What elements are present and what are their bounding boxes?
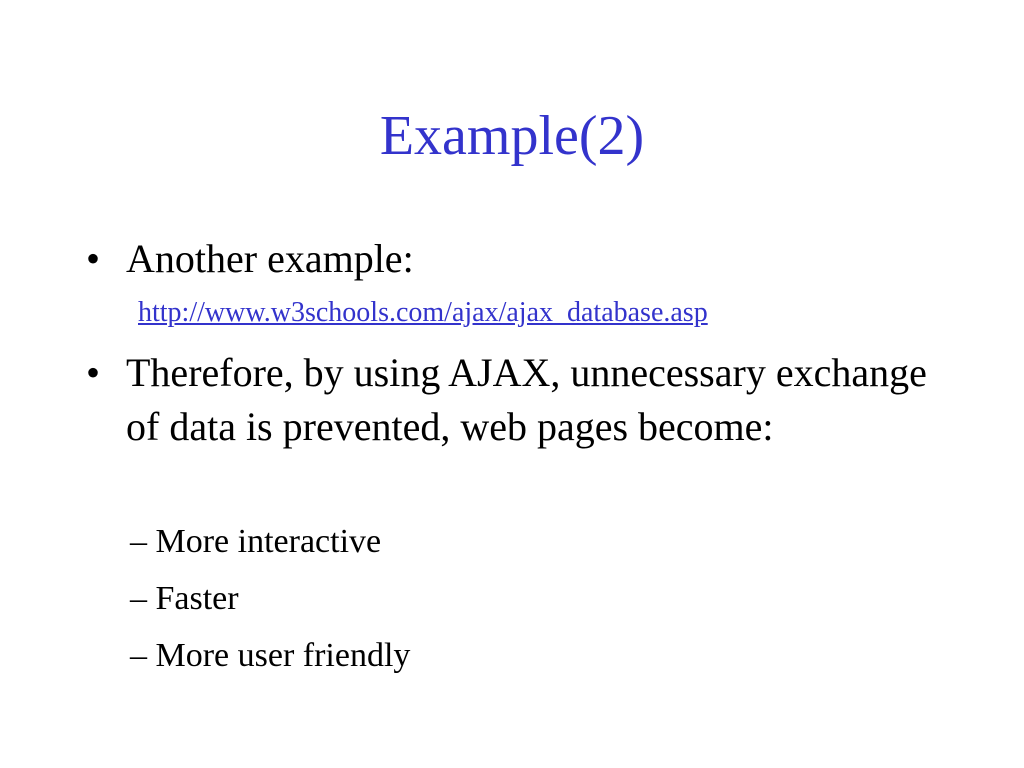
bullet-text: Therefore, by using AJAX, unnecessary exchange of data is prevented, web pages become:	[126, 350, 927, 449]
sub-item-faster: – Faster	[130, 580, 239, 617]
slide-title: Example(2)	[379, 105, 645, 167]
sub-item-more-user-friendly: – More user friendly	[130, 637, 411, 674]
sub-item-more-interactive: – More interactive	[130, 523, 382, 560]
bullet-text: Another example:	[126, 236, 414, 281]
bullet-marker: •	[86, 236, 101, 281]
w3schools-link[interactable]: http://www.w3schools.com/ajax/ajax_database.asp	[138, 297, 708, 328]
bullet-item	[86, 346, 946, 454]
bullet-item	[86, 232, 946, 286]
bullet-marker: •	[86, 350, 101, 395]
